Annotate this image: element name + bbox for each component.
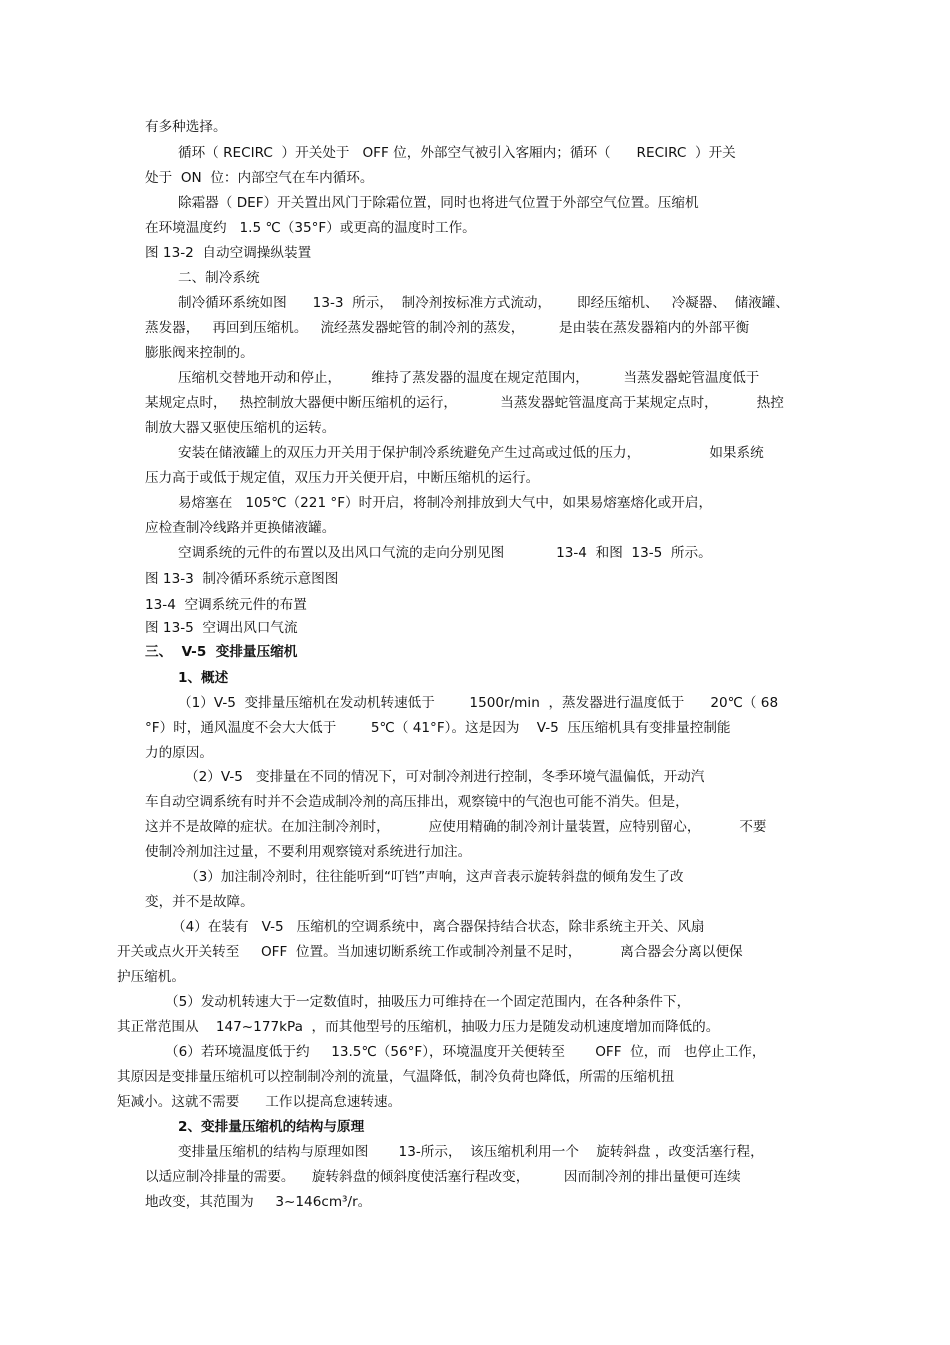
text-line: 矩减小。这就不需要 工作以提高怠速转速。 xyxy=(117,1094,402,1110)
text-line: 某规定点时， 热控制放大器便中断压缩机的运行， 当蒸发器蛇管温度高于某规定点时， 热控 xyxy=(145,395,784,411)
text-line: （6）若环境温度低于约 13.5℃（56°F），环境温度开关便转至 OFF 位，而 也停止工作， xyxy=(165,1044,766,1060)
text-line: 应检查制冷线路并更换储液罐。 xyxy=(145,520,336,536)
figure-caption: 图 13-5 空调出风口气流 xyxy=(145,620,298,636)
text-line: 制冷循环系统如图 13-3 所示， 制冷剂按标准方式流动， 即经压缩机、 冷凝器、 储液罐、 xyxy=(178,295,789,311)
text-line: °F）时，通风温度不会大大低于 5℃（ 41°F）。这是因为 V-5 压压缩机具有变排量控制能 xyxy=(145,720,731,736)
figure-caption: 图 13-3 制冷循环系统示意图图 xyxy=(145,571,339,587)
text-line: 制放大器又驱使压缩机的运转。 xyxy=(145,420,336,436)
text-line: 有多种选择。 xyxy=(145,119,227,135)
text-line: 压缩机交替地开动和停止， 维持了蒸发器的温度在规定范围内， 当蒸发器蛇管温度低于 xyxy=(178,370,760,386)
text-line: 其正常范围从 147~177kPa ，而其他型号的压缩机，抽吸力压力是随发动机速度增加而降低的。 xyxy=(117,1019,720,1035)
text-line: 地改变，其范围为 3~146cm³/r。 xyxy=(145,1194,372,1210)
text-line: 除霜器（ DEF）开关置出风门于除霜位置，同时也将进气位置于外部空气位置。压缩机 xyxy=(178,195,699,211)
text-line: 处于 ON 位：内部空气在车内循环。 xyxy=(145,170,374,186)
text-line: 易熔塞在 105℃（221 °F）时开启，将制冷剂排放到大气中，如果易熔塞熔化或开启， xyxy=(178,495,713,511)
figure-caption: 图 13-2 自动空调操纵装置 xyxy=(145,245,312,261)
text-line: 使制冷剂加注过量，不要利用观察镜对系统进行加注。 xyxy=(145,844,472,860)
text-line: 以适应制冷排量的需要。 旋转斜盘的倾斜度使活塞行程改变， 因而制冷剂的排出量便可连续 xyxy=(145,1169,741,1185)
text-line: （5）发动机转速大于一定数值时，抽吸压力可维持在一个固定范围内，在各种条件下， xyxy=(165,994,691,1010)
text-line: 安装在储液罐上的双压力开关用于保护制冷系统避免产生过高或过低的压力， 如果系统 xyxy=(178,445,764,461)
text-line: 压力高于或低于规定值，双压力开关便开启，中断压缩机的运行。 xyxy=(145,470,540,486)
text-line: 在环境温度约 1.5 ℃（35°F）或更高的温度时工作。 xyxy=(145,220,476,236)
text-line: 力的原因。 xyxy=(145,745,213,761)
section-heading: 二、制冷系统 xyxy=(178,270,260,286)
text-line: （4）在装有 V-5 压缩机的空调系统中，离合器保持结合状态，除非系统主开关、风扇 xyxy=(172,919,705,935)
text-line: 车自动空调系统有时并不会造成制冷剂的高压排出，观察镜中的气泡也可能不消失。但是， xyxy=(145,794,689,810)
section-heading: 三、 V-5 变排量压缩机 xyxy=(145,644,298,660)
text-line: 变，并不是故障。 xyxy=(145,894,254,910)
subsection-heading: 2、变排量压缩机的结构与原理 xyxy=(178,1119,365,1135)
figure-caption: 13-4 空调系统元件的布置 xyxy=(145,597,307,613)
text-line: 其原因是变排量压缩机可以控制制冷剂的流量，气温降低，制冷负荷也降低，所需的压缩机扭 xyxy=(117,1069,675,1085)
text-line: 这并不是故障的症状。在加注制冷剂时， 应使用精确的制冷剂计量装置，应特别留心， 不要 xyxy=(145,819,767,835)
text-line: 循环（ RECIRC ）开关处于 OFF 位，外部空气被引入客厢内；循环（ RECIRC ）开关 xyxy=(178,145,736,161)
subsection-heading: 1、概述 xyxy=(178,670,229,686)
text-line: 膨胀阀来控制的。 xyxy=(145,345,254,361)
text-line: 空调系统的元件的布置以及出风口气流的走向分别见图 13-4 和图 13-5 所示。 xyxy=(178,545,712,561)
text-line: （3）加注制冷剂时，往往能听到“叮铛”声响，这声音表示旋转斜盘的倾角发生了改 xyxy=(185,869,684,885)
text-line: （1）V-5 变排量压缩机在发动机转速低于 1500r/min ，蒸发器进行温度低于 20℃（ 68 xyxy=(178,695,779,711)
text-line: 开关或点火开关转至 OFF 位置。当加速切断系统工作或制冷剂量不足时， 离合器会分离以便保 xyxy=(117,944,743,960)
text-line: （2）V-5 变排量在不同的情况下，可对制冷剂进行控制，冬季环境气温偏低，开动汽 xyxy=(185,769,705,785)
text-line: 护压缩机。 xyxy=(117,969,185,985)
text-line: 变排量压缩机的结构与原理如图 13-所示， 该压缩机利用一个 旋转斜盘 ，改变活塞行程， xyxy=(178,1144,764,1160)
text-line: 蒸发器， 再回到压缩机。 流经蒸发器蛇管的制冷剂的蒸发， 是由装在蒸发器箱内的外部平衡 xyxy=(145,320,750,336)
